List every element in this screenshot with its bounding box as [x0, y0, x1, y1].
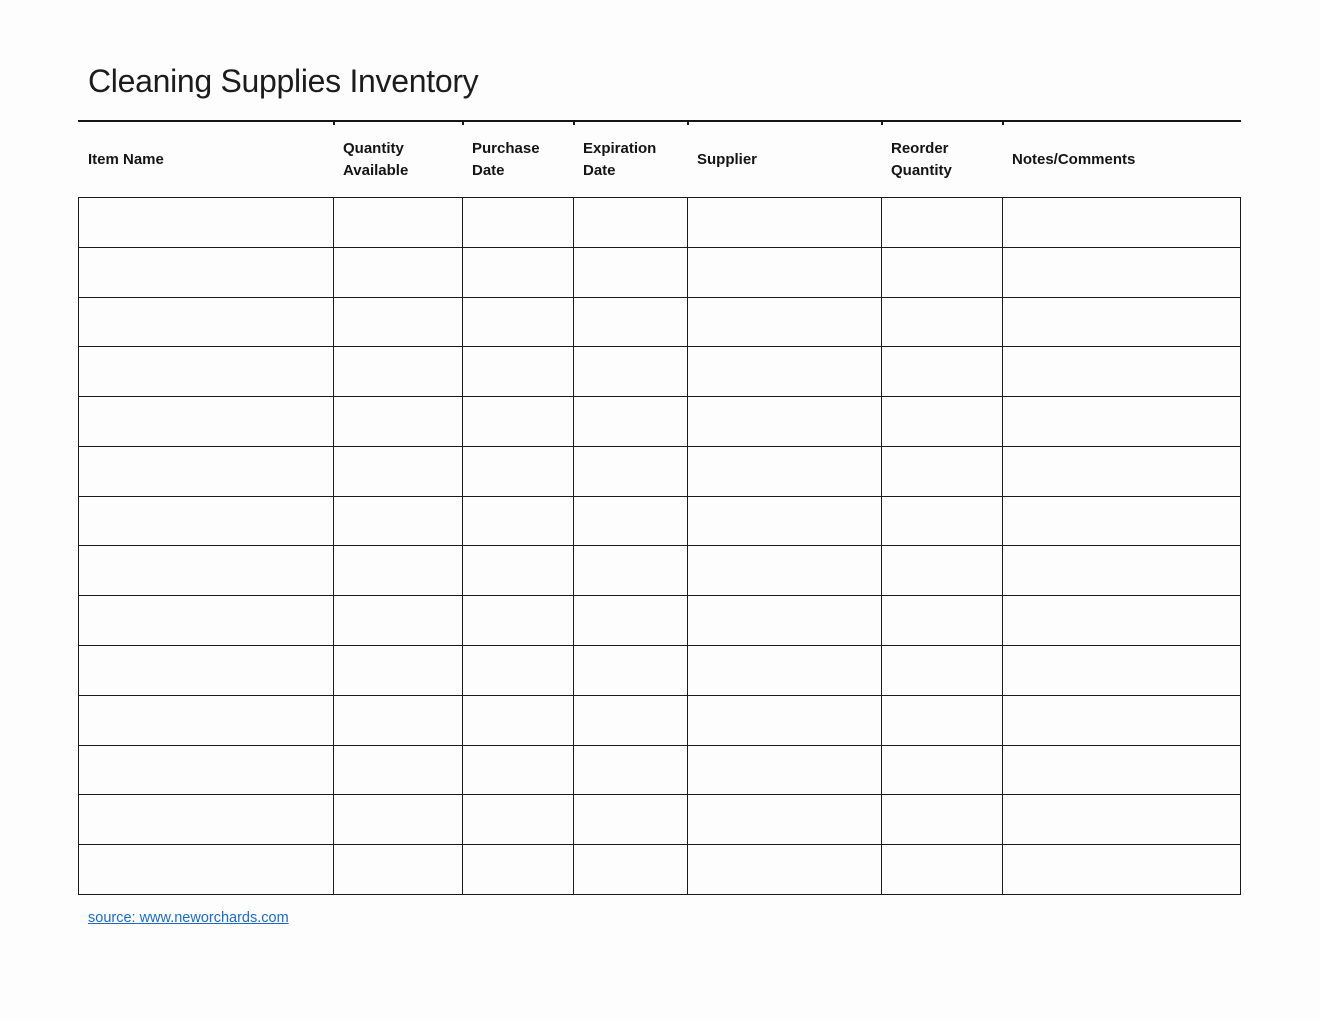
table-cell	[79, 696, 334, 746]
table-cell	[79, 795, 334, 845]
table-cell	[574, 397, 688, 447]
table-cell	[882, 248, 1003, 298]
table-cell	[882, 845, 1003, 895]
table-cell	[79, 447, 334, 497]
table-cell	[574, 198, 688, 248]
table-cell	[334, 845, 463, 895]
table-cell	[1003, 397, 1241, 447]
page-title: Cleaning Supplies Inventory	[88, 63, 479, 99]
column-header-reorder-quantity: Reorder Quantity	[891, 139, 952, 179]
table-cell	[882, 198, 1003, 248]
table-cell	[688, 447, 882, 497]
table-cell	[463, 397, 574, 447]
inventory-grid	[78, 197, 1241, 895]
table-cell	[1003, 696, 1241, 746]
table-cell	[1003, 646, 1241, 696]
table-cell	[688, 347, 882, 397]
table-cell	[463, 497, 574, 547]
table-cell	[688, 497, 882, 547]
table-cell	[334, 347, 463, 397]
table-cell	[1003, 248, 1241, 298]
table-cell	[334, 248, 463, 298]
table-cell	[334, 298, 463, 348]
table-cell	[79, 298, 334, 348]
table-cell	[79, 497, 334, 547]
table-cell	[688, 845, 882, 895]
table-cell	[688, 397, 882, 447]
table-cell	[574, 546, 688, 596]
table-cell	[882, 746, 1003, 796]
table-cell	[463, 347, 574, 397]
table-cell	[334, 546, 463, 596]
table-cell	[1003, 795, 1241, 845]
table-cell	[79, 546, 334, 596]
table-cell	[463, 596, 574, 646]
table-cell	[574, 497, 688, 547]
table-cell	[334, 397, 463, 447]
table-cell	[882, 298, 1003, 348]
table-cell	[882, 696, 1003, 746]
table-cell	[688, 298, 882, 348]
table-cell	[882, 646, 1003, 696]
table-header-row	[78, 122, 1241, 197]
table-cell	[334, 447, 463, 497]
table-cell	[463, 646, 574, 696]
table-cell	[463, 795, 574, 845]
table-cell	[688, 795, 882, 845]
table-cell	[882, 397, 1003, 447]
table-cell	[1003, 347, 1241, 397]
table-cell	[688, 546, 882, 596]
table-cell	[79, 646, 334, 696]
table-cell	[463, 696, 574, 746]
table-cell	[463, 298, 574, 348]
table-cell	[574, 347, 688, 397]
column-header-item-name: Item Name	[88, 150, 164, 168]
table-cell	[882, 546, 1003, 596]
table-cell	[574, 746, 688, 796]
table-cell	[1003, 497, 1241, 547]
table-cell	[463, 845, 574, 895]
table-cell	[574, 646, 688, 696]
table-cell	[574, 596, 688, 646]
table-cell	[1003, 845, 1241, 895]
table-cell	[1003, 198, 1241, 248]
table-cell	[688, 198, 882, 248]
table-cell	[79, 746, 334, 796]
table-cell	[463, 746, 574, 796]
table-cell	[688, 596, 882, 646]
table-cell	[882, 795, 1003, 845]
table-cell	[79, 845, 334, 895]
table-cell	[574, 248, 688, 298]
table-cell	[463, 198, 574, 248]
column-header-notes-comments: Notes/Comments	[1012, 150, 1136, 168]
column-header-quantity-available: Quantity Available	[343, 139, 409, 179]
source-link[interactable]: source: www.neworchards.com	[88, 910, 289, 926]
column-header-expiration-date: Expiration Date	[583, 139, 657, 179]
table-cell	[688, 746, 882, 796]
table-cell	[882, 447, 1003, 497]
table-cell	[882, 347, 1003, 397]
table-cell	[1003, 447, 1241, 497]
table-cell	[334, 646, 463, 696]
table-cell	[688, 248, 882, 298]
table-cell	[688, 646, 882, 696]
table-cell	[463, 546, 574, 596]
table-cell	[1003, 596, 1241, 646]
table-cell	[882, 497, 1003, 547]
column-header-supplier: Supplier	[697, 150, 758, 168]
table-cell	[463, 447, 574, 497]
table-cell	[334, 746, 463, 796]
column-header-purchase-date: Purchase Date	[472, 139, 540, 179]
table-cell	[79, 397, 334, 447]
table-cell	[334, 497, 463, 547]
table-cell	[79, 198, 334, 248]
table-cell	[79, 248, 334, 298]
table-cell	[1003, 546, 1241, 596]
table-cell	[1003, 746, 1241, 796]
table-cell	[1003, 298, 1241, 348]
table-cell	[688, 696, 882, 746]
table-cell	[574, 795, 688, 845]
table-cell	[334, 198, 463, 248]
table-cell	[574, 845, 688, 895]
table-cell	[334, 696, 463, 746]
table-cell	[574, 298, 688, 348]
table-cell	[334, 795, 463, 845]
table-cell	[334, 596, 463, 646]
table-cell	[574, 447, 688, 497]
table-cell	[882, 596, 1003, 646]
table-cell	[79, 347, 334, 397]
table-cell	[463, 248, 574, 298]
table-cell	[79, 596, 334, 646]
table-cell	[574, 696, 688, 746]
